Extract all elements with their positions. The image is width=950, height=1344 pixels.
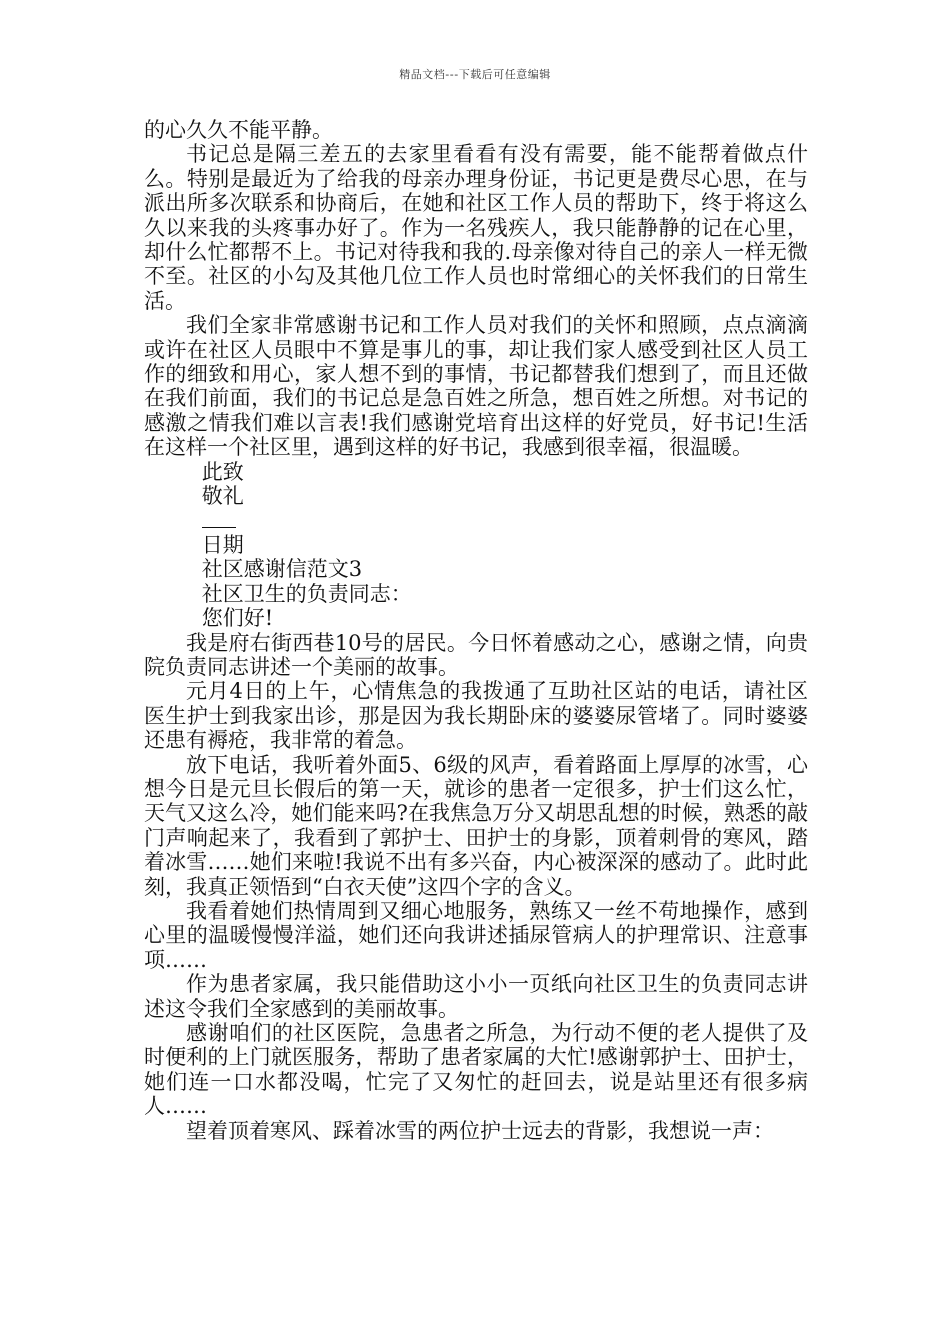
paragraph: 作为患者家属，我只能借助这小小一页纸向社区卫生的负责同志讲述这令我们全家感到的美丽故事。 <box>144 972 808 1021</box>
closing-regards: 敬礼 <box>201 484 244 509</box>
date-label: 日期 <box>201 532 244 557</box>
page-header: 精品文档---下载后可任意编辑 <box>399 68 551 81</box>
signature-line <box>144 509 808 533</box>
closing-salutation: 此致 <box>201 459 244 484</box>
paragraph: 元月4日的上午，心情焦急的我拨通了互助社区站的电话，请社区医生护士到我家出诊，那是因为我长期卧床的婆婆尿管堵了。同时婆婆还患有褥疮，我非常的着急。 <box>144 679 808 753</box>
paragraph: 我看着她们热情周到又细心地服务，熟练又一丝不苟地操作，感到心里的温暖慢慢洋溢，她们还向我讲述插尿管病人的护理常识、注意事项…… <box>144 898 808 972</box>
letter-greeting: 您们好! <box>201 606 274 631</box>
paragraph: 我是府右街西巷10号的居民。今日怀着感动之心，感谢之情，向贵院负责同志讲述一个美丽的故事。 <box>144 630 808 679</box>
paragraph: 我们全家非常感谢书记和工作人员对我们的关怀和照顾，点点滴滴或许在社区人员眼中不算是事儿的事，却让我们家人感受到社区人员工作的细致和用心，家人想不到的事情，书记都替我们想到了，而且还做在我们前面，我们的书记总是急百姓之所急，想百姓之所想。对书记的感激之情我们难以言表!我们感谢党培育出这样的好党员，好书记!生活在这样一个社区里，遇到这样的好书记，我感到很幸福，很温暖。 <box>144 313 808 460</box>
paragraph: 放下电话，我听着外面5、6级的风声，看着路面上厚厚的冰雪，心想今日是元旦长假后的第一天，就诊的患者一定很多，护士们这么忙，天气又这么冷，她们能来吗?在我焦急万分又胡思乱想的时候，熟悉的敲门声响起来了，我看到了郭护士、田护士的身影，顶着刺骨的寒风，踏着冰雪……她们来啦!我说不出有多兴奋，内心被深深的感动了。此时此刻，我真正领悟到“白衣天使”这四个字的含义。 <box>144 752 808 899</box>
document-body <box>144 118 808 1143</box>
paragraph: 望着顶着寒风、踩着冰雪的两位护士远去的背影，我想说一声： <box>186 1118 774 1143</box>
letter-addressee: 社区卫生的负责同志： <box>201 581 412 606</box>
paragraph: 感谢咱们的社区医院，急患者之所急，为行动不便的老人提供了及时便利的上门就医服务，帮助了患者家属的大忙!感谢郭护士、田护士，她们连一口水都没喝，忙完了又匆忙的赶回去，说是站里还有很多病人…… <box>144 1021 808 1119</box>
section-title: 社区感谢信范文3 <box>201 557 363 582</box>
signature-rule <box>202 509 236 528</box>
paragraph: 书记总是隔三差五的去家里看看有没有需要，能不能帮着做点什么。特别是最近为了给我的母亲办理身份证，书记更是费尽心思，在与派出所多次联系和协商后，在她和社区工作人员的帮助下，终于将这么久以来我的头疼事办好了。作为一名残疾人，我只能静静的记在心里，却什么忙都帮不上。书记对待我和我的.母亲像对待自己的亲人一样无微不至。社区的小勾及其他几位工作人员也时常细心的关怀我们的日常生活。 <box>144 142 808 313</box>
paragraph: 的心久久不能平静。 <box>144 118 333 142</box>
